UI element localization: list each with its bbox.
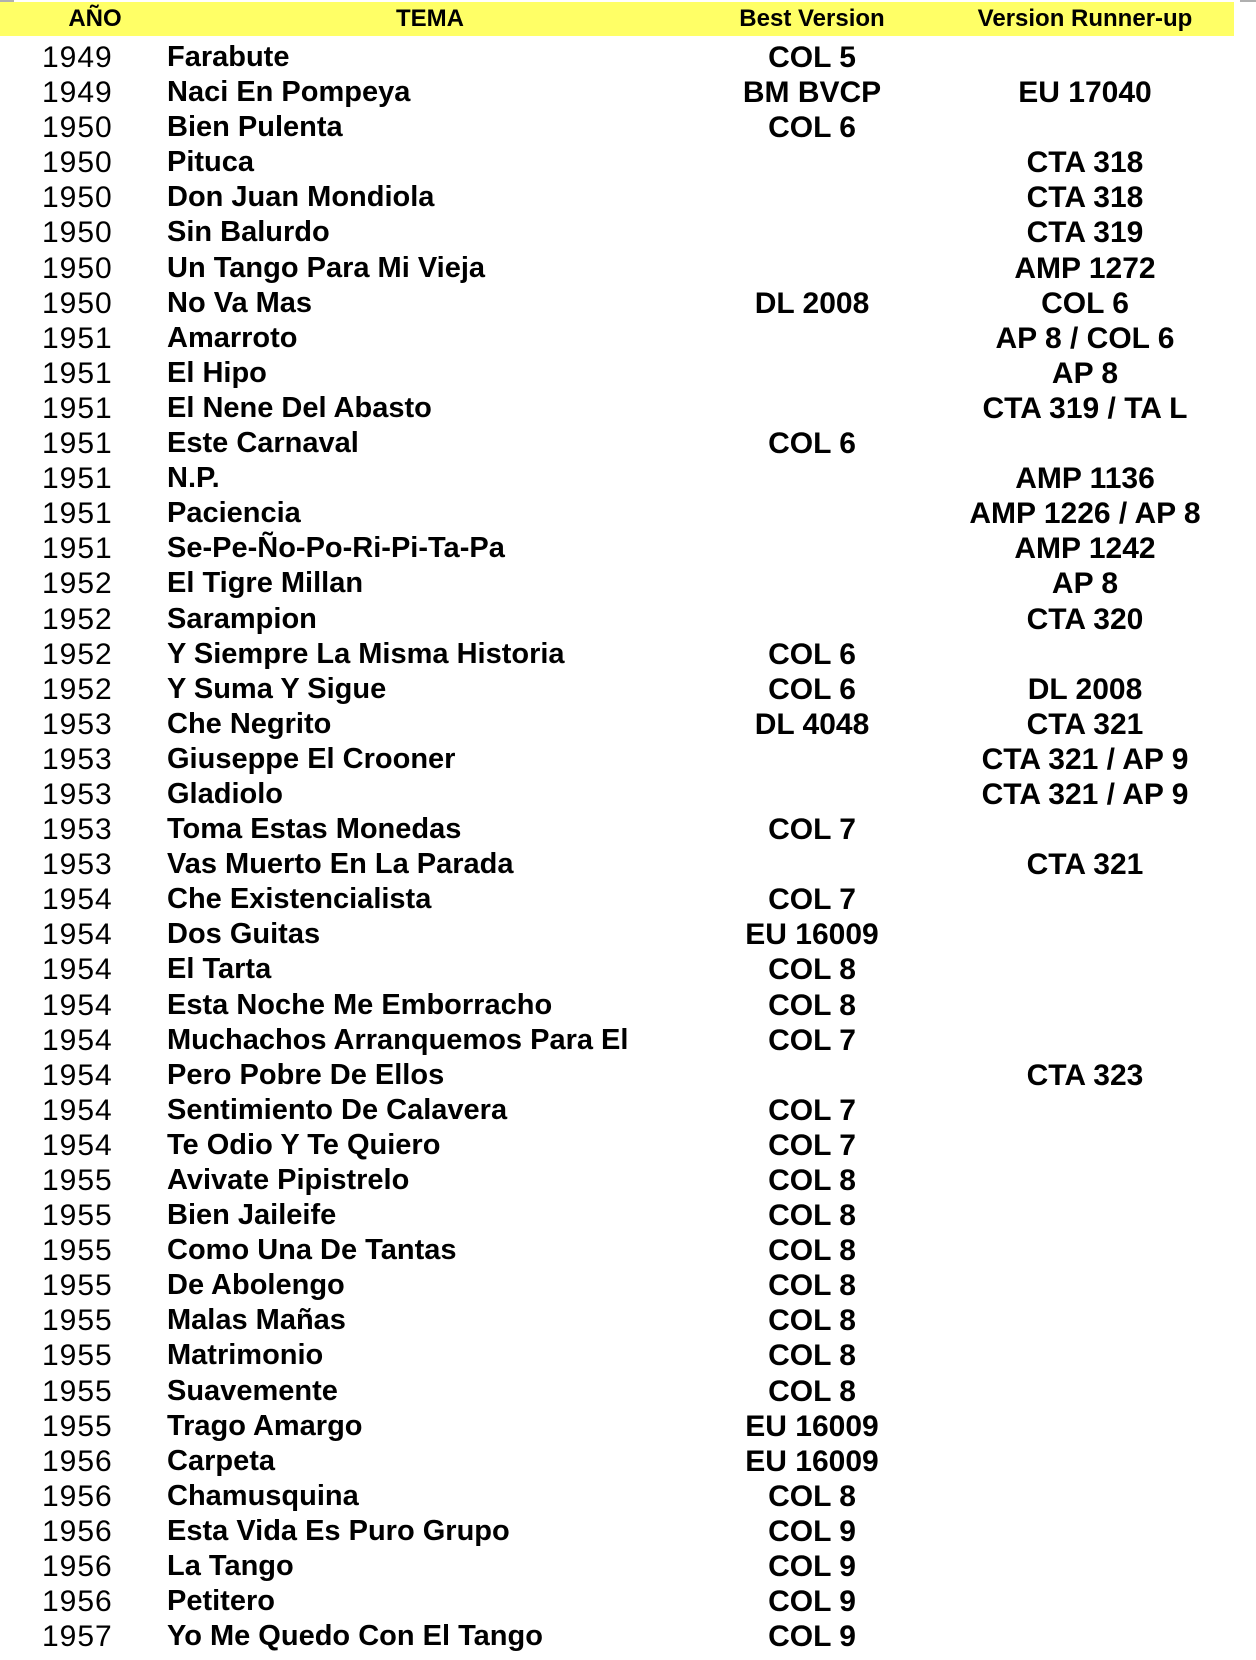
header-runner-up: Version Runner-up	[977, 5, 1193, 32]
cell-year: 1955	[42, 1269, 113, 1303]
cell-title: Este Carnaval	[167, 427, 359, 460]
cell-year: 1951	[42, 462, 113, 496]
cell-best-version: COL 8	[768, 1304, 856, 1338]
cell-runner-up: CTA 319 / TA L	[982, 391, 1188, 425]
table-row	[0, 1409, 1256, 1444]
cell-year: 1955	[42, 1339, 113, 1373]
cell-best-version: COL 8	[768, 1479, 856, 1513]
cell-title: No Va Mas	[167, 286, 313, 319]
table-row	[0, 215, 1256, 250]
cell-best-version: COL 7	[768, 1023, 856, 1057]
cell-runner-up	[940, 1163, 1230, 1198]
cell-best-version: COL 6	[768, 672, 856, 706]
table-row	[0, 1444, 1256, 1479]
table-row	[0, 461, 1256, 496]
cell-runner-up	[940, 1584, 1230, 1619]
cell-title: Y Suma Y Sigue	[167, 672, 387, 705]
cell-runner-up	[940, 1479, 1230, 1514]
cell-title: Pituca	[167, 146, 255, 179]
table-row	[0, 1549, 1256, 1584]
cell-best-version: DL 2008	[754, 286, 870, 320]
cell-best-version: EU 16009	[745, 1409, 879, 1443]
cell-title: N.P.	[167, 462, 220, 495]
cell-best-version: COL 8	[768, 1234, 856, 1268]
cell-title: Bien Pulenta	[167, 111, 343, 144]
table-row	[0, 707, 1256, 742]
cell-runner-up	[940, 1198, 1230, 1233]
cell-title: Dos Guitas	[167, 918, 321, 951]
cell-title: Suavemente	[167, 1374, 338, 1407]
cell-runner-up	[940, 1303, 1230, 1338]
cell-title: Sentimiento De Calavera	[167, 1093, 508, 1126]
table-row	[0, 321, 1256, 356]
cell-title: Che Existencialista	[167, 883, 432, 916]
cell-title: Trago Amargo	[167, 1409, 363, 1442]
cell-runner-up: AMP 1226 / AP 8	[969, 497, 1201, 531]
cell-best-version: DL 4048	[754, 707, 870, 741]
cell-best-version: COL 8	[768, 1339, 856, 1373]
cell-year: 1952	[42, 602, 113, 636]
cell-title: Chamusquina	[167, 1479, 359, 1512]
cell-best-version: COL 8	[768, 1374, 856, 1408]
cell-year: 1950	[42, 146, 113, 180]
table-row	[0, 812, 1256, 847]
cell-runner-up: AP 8	[1051, 567, 1119, 601]
cell-runner-up	[940, 1093, 1230, 1128]
cell-title: Como Una De Tantas	[167, 1234, 457, 1267]
cell-best-version: COL 8	[768, 953, 856, 987]
table-row	[0, 40, 1256, 75]
cell-runner-up	[940, 1233, 1230, 1268]
cell-best-version	[692, 321, 932, 356]
cell-year: 1951	[42, 532, 113, 566]
table-row	[0, 496, 1256, 531]
cell-title: Esta Vida Es Puro Grupo	[167, 1514, 510, 1547]
table-row	[0, 391, 1256, 426]
cell-year: 1953	[42, 742, 113, 776]
cell-best-version: COL 6	[768, 427, 856, 461]
cell-best-version	[692, 742, 932, 777]
cell-best-version: COL 7	[768, 883, 856, 917]
cell-runner-up: CTA 318	[1026, 181, 1144, 215]
cell-year: 1952	[42, 672, 113, 706]
cell-title: Che Negrito	[167, 707, 332, 740]
cell-best-version	[692, 145, 932, 180]
cell-best-version: COL 8	[768, 1269, 856, 1303]
table-row	[0, 1163, 1256, 1198]
cell-year: 1955	[42, 1374, 113, 1408]
table-row	[0, 426, 1256, 461]
cell-runner-up	[940, 1409, 1230, 1444]
cell-year: 1954	[42, 883, 113, 917]
cell-runner-up	[940, 426, 1230, 461]
cell-runner-up	[940, 1338, 1230, 1373]
cell-runner-up: AP 8 / COL 6	[995, 321, 1175, 355]
cell-year: 1955	[42, 1234, 113, 1268]
cell-year: 1951	[42, 321, 113, 355]
header-best-version: Best Version	[739, 5, 885, 32]
cell-runner-up: AP 8	[1051, 356, 1119, 390]
cell-year: 1950	[42, 216, 113, 250]
cell-best-version	[692, 215, 932, 250]
cell-best-version	[692, 1058, 932, 1093]
cell-year: 1951	[42, 427, 113, 461]
cell-runner-up: CTA 318	[1026, 146, 1144, 180]
table-row	[0, 602, 1256, 637]
cell-best-version	[692, 602, 932, 637]
cell-title: La Tango	[167, 1550, 294, 1583]
cell-year: 1953	[42, 707, 113, 741]
table-row	[0, 1479, 1256, 1514]
table-header	[0, 2, 1234, 36]
table-row	[0, 672, 1256, 707]
cell-year: 1951	[42, 391, 113, 425]
cell-year: 1950	[42, 251, 113, 285]
cell-year: 1952	[42, 567, 113, 601]
table-row	[0, 847, 1256, 882]
table-row	[0, 1023, 1256, 1058]
cell-best-version: BM BVCP	[742, 76, 882, 110]
table-row	[0, 882, 1256, 917]
table-row	[0, 1338, 1256, 1373]
cell-year: 1949	[42, 41, 113, 74]
cell-title: Farabute	[167, 41, 290, 73]
cell-year: 1952	[42, 637, 113, 671]
cell-title: Avivate Pipistrelo	[167, 1164, 410, 1196]
cell-year: 1954	[42, 918, 113, 952]
cell-title: Carpeta	[167, 1444, 275, 1477]
cell-title: Te Odio Y Te Quiero	[167, 1128, 441, 1161]
table-body	[0, 40, 1256, 1654]
cell-best-version	[692, 180, 932, 215]
cell-best-version	[692, 531, 932, 566]
cell-title: Toma Estas Monedas	[167, 813, 462, 846]
cell-best-version: COL 5	[768, 41, 856, 74]
table-row	[0, 566, 1256, 601]
table-row	[0, 1268, 1256, 1303]
table-row	[0, 145, 1256, 180]
table-row	[0, 1619, 1256, 1654]
cell-runner-up: COL 6	[1041, 286, 1129, 320]
table-row	[0, 1058, 1256, 1093]
cell-best-version	[692, 461, 932, 496]
cell-runner-up: CTA 321	[1026, 707, 1144, 741]
cell-title: Un Tango Para Mi Vieja	[167, 251, 486, 284]
cell-year: 1956	[42, 1514, 113, 1548]
table-row	[0, 531, 1256, 566]
cell-runner-up	[940, 917, 1230, 952]
table-row	[0, 777, 1256, 812]
table-row	[0, 1093, 1256, 1128]
cell-title: Matrimonio	[167, 1339, 324, 1372]
cell-title: Amarroto	[167, 321, 298, 354]
cell-runner-up: AMP 1242	[1014, 532, 1156, 566]
cell-best-version: COL 6	[768, 111, 856, 145]
cell-title: El Tigre Millan	[167, 567, 364, 600]
table-row	[0, 1374, 1256, 1409]
cell-best-version: EU 16009	[745, 918, 879, 952]
cell-runner-up	[940, 882, 1230, 917]
cell-title: Vas Muerto En La Parada	[167, 848, 514, 881]
cell-year: 1954	[42, 1093, 113, 1127]
cell-runner-up	[940, 1514, 1230, 1549]
cell-year: 1951	[42, 497, 113, 531]
cell-year: 1955	[42, 1304, 113, 1338]
table-row	[0, 988, 1256, 1023]
cell-title: Paciencia	[167, 497, 301, 530]
cell-runner-up	[940, 40, 1230, 75]
cell-runner-up	[940, 1549, 1230, 1584]
cell-year: 1956	[42, 1550, 113, 1584]
cell-runner-up: CTA 321 / AP 9	[981, 777, 1189, 811]
cell-year: 1955	[42, 1199, 113, 1233]
cell-year: 1953	[42, 777, 113, 811]
table-row	[0, 356, 1256, 391]
table-row	[0, 1233, 1256, 1268]
cell-runner-up: EU 17040	[1018, 76, 1152, 110]
sheet-edge-right	[1240, 0, 1256, 2]
table-row	[0, 952, 1256, 987]
cell-best-version: COL 9	[768, 1585, 856, 1619]
cell-year: 1950	[42, 286, 113, 320]
cell-best-version: COL 9	[768, 1514, 856, 1548]
cell-year: 1954	[42, 1128, 113, 1162]
cell-year: 1950	[42, 111, 113, 145]
table-row	[0, 917, 1256, 952]
cell-runner-up	[940, 110, 1230, 145]
cell-title: Giuseppe El Crooner	[167, 742, 456, 775]
cell-title: Yo Me Quedo Con El Tango	[167, 1620, 543, 1653]
cell-best-version	[692, 777, 932, 812]
cell-runner-up	[940, 1023, 1230, 1058]
cell-title: Petitero	[167, 1585, 275, 1618]
table-row	[0, 110, 1256, 145]
cell-best-version	[692, 251, 932, 286]
cell-title: El Nene Del Abasto	[167, 391, 432, 424]
cell-runner-up	[940, 1374, 1230, 1409]
cell-runner-up: CTA 323	[1026, 1058, 1144, 1092]
cell-title: Muchachos Arranquemos Para El	[167, 1023, 629, 1056]
cell-best-version	[692, 391, 932, 426]
cell-runner-up	[940, 637, 1230, 672]
cell-title: De Abolengo	[167, 1269, 345, 1302]
cell-title: Bien Jaileife	[167, 1199, 337, 1232]
cell-runner-up: CTA 320	[1026, 602, 1144, 636]
table-row	[0, 180, 1256, 215]
table-row	[0, 1584, 1256, 1619]
cell-year: 1953	[42, 848, 113, 882]
cell-best-version	[692, 566, 932, 601]
cell-best-version: EU 16009	[745, 1444, 879, 1478]
cell-year: 1949	[42, 76, 113, 110]
cell-best-version: COL 9	[768, 1550, 856, 1584]
cell-year: 1954	[42, 953, 113, 987]
cell-title: Se-Pe-Ño-Po-Ri-Pi-Ta-Pa	[167, 532, 505, 565]
cell-best-version	[692, 847, 932, 882]
cell-best-version: COL 8	[768, 1199, 856, 1233]
cell-best-version: COL 8	[768, 1164, 856, 1197]
cell-year: 1956	[42, 1444, 113, 1478]
cell-year: 1954	[42, 1058, 113, 1092]
cell-best-version	[692, 356, 932, 391]
cell-title: Esta Noche Me Emborracho	[167, 988, 553, 1021]
cell-runner-up: DL 2008	[1027, 672, 1143, 706]
cell-best-version: COL 6	[768, 637, 856, 671]
cell-runner-up: AMP 1272	[1014, 251, 1156, 285]
cell-title: Sarampion	[167, 602, 317, 635]
cell-runner-up	[940, 952, 1230, 987]
table-row	[0, 1514, 1256, 1549]
cell-runner-up: CTA 321	[1026, 848, 1144, 882]
cell-year: 1953	[42, 813, 113, 847]
cell-runner-up	[940, 1619, 1230, 1654]
cell-title: El Tarta	[167, 953, 272, 986]
table-row	[0, 1303, 1256, 1338]
cell-best-version: COL 9	[768, 1620, 856, 1654]
cell-year: 1957	[42, 1620, 113, 1654]
cell-best-version: COL 8	[768, 988, 856, 1022]
header-title: TEMA	[396, 5, 464, 32]
cell-best-version: COL 7	[768, 1128, 856, 1162]
cell-runner-up	[940, 812, 1230, 847]
cell-title: Y Siempre La Misma Historia	[167, 637, 565, 670]
cell-year: 1951	[42, 356, 113, 390]
table-row	[0, 251, 1256, 286]
cell-year: 1956	[42, 1585, 113, 1619]
cell-title: Don Juan Mondiola	[167, 181, 435, 214]
cell-runner-up	[940, 1268, 1230, 1303]
cell-year: 1955	[42, 1409, 113, 1443]
cell-runner-up: AMP 1136	[1015, 462, 1155, 496]
table-row	[0, 1198, 1256, 1233]
cell-runner-up	[940, 1128, 1230, 1163]
table-row	[0, 75, 1256, 110]
cell-year: 1956	[42, 1479, 113, 1513]
cell-runner-up	[940, 988, 1230, 1023]
cell-year: 1955	[42, 1164, 113, 1197]
cell-best-version	[692, 496, 932, 531]
header-year: AÑO	[68, 5, 122, 32]
cell-runner-up: CTA 321 / AP 9	[981, 742, 1189, 776]
cell-title: El Hipo	[167, 356, 267, 389]
cell-title: Gladiolo	[167, 777, 283, 810]
cell-title: Pero Pobre De Ellos	[167, 1058, 445, 1091]
cell-year: 1954	[42, 988, 113, 1022]
cell-runner-up: CTA 319	[1026, 216, 1144, 250]
table-row	[0, 637, 1256, 672]
cell-year: 1950	[42, 181, 113, 215]
table-row	[0, 286, 1256, 321]
cell-best-version: COL 7	[768, 813, 856, 847]
table-row	[0, 1128, 1256, 1163]
cell-best-version: COL 7	[768, 1093, 856, 1127]
cell-runner-up	[940, 1444, 1230, 1479]
cell-title: Sin Balurdo	[167, 216, 330, 249]
cell-title: Malas Mañas	[167, 1304, 346, 1337]
cell-title: Naci En Pompeya	[167, 76, 411, 109]
table-row	[0, 742, 1256, 777]
cell-year: 1954	[42, 1023, 113, 1057]
